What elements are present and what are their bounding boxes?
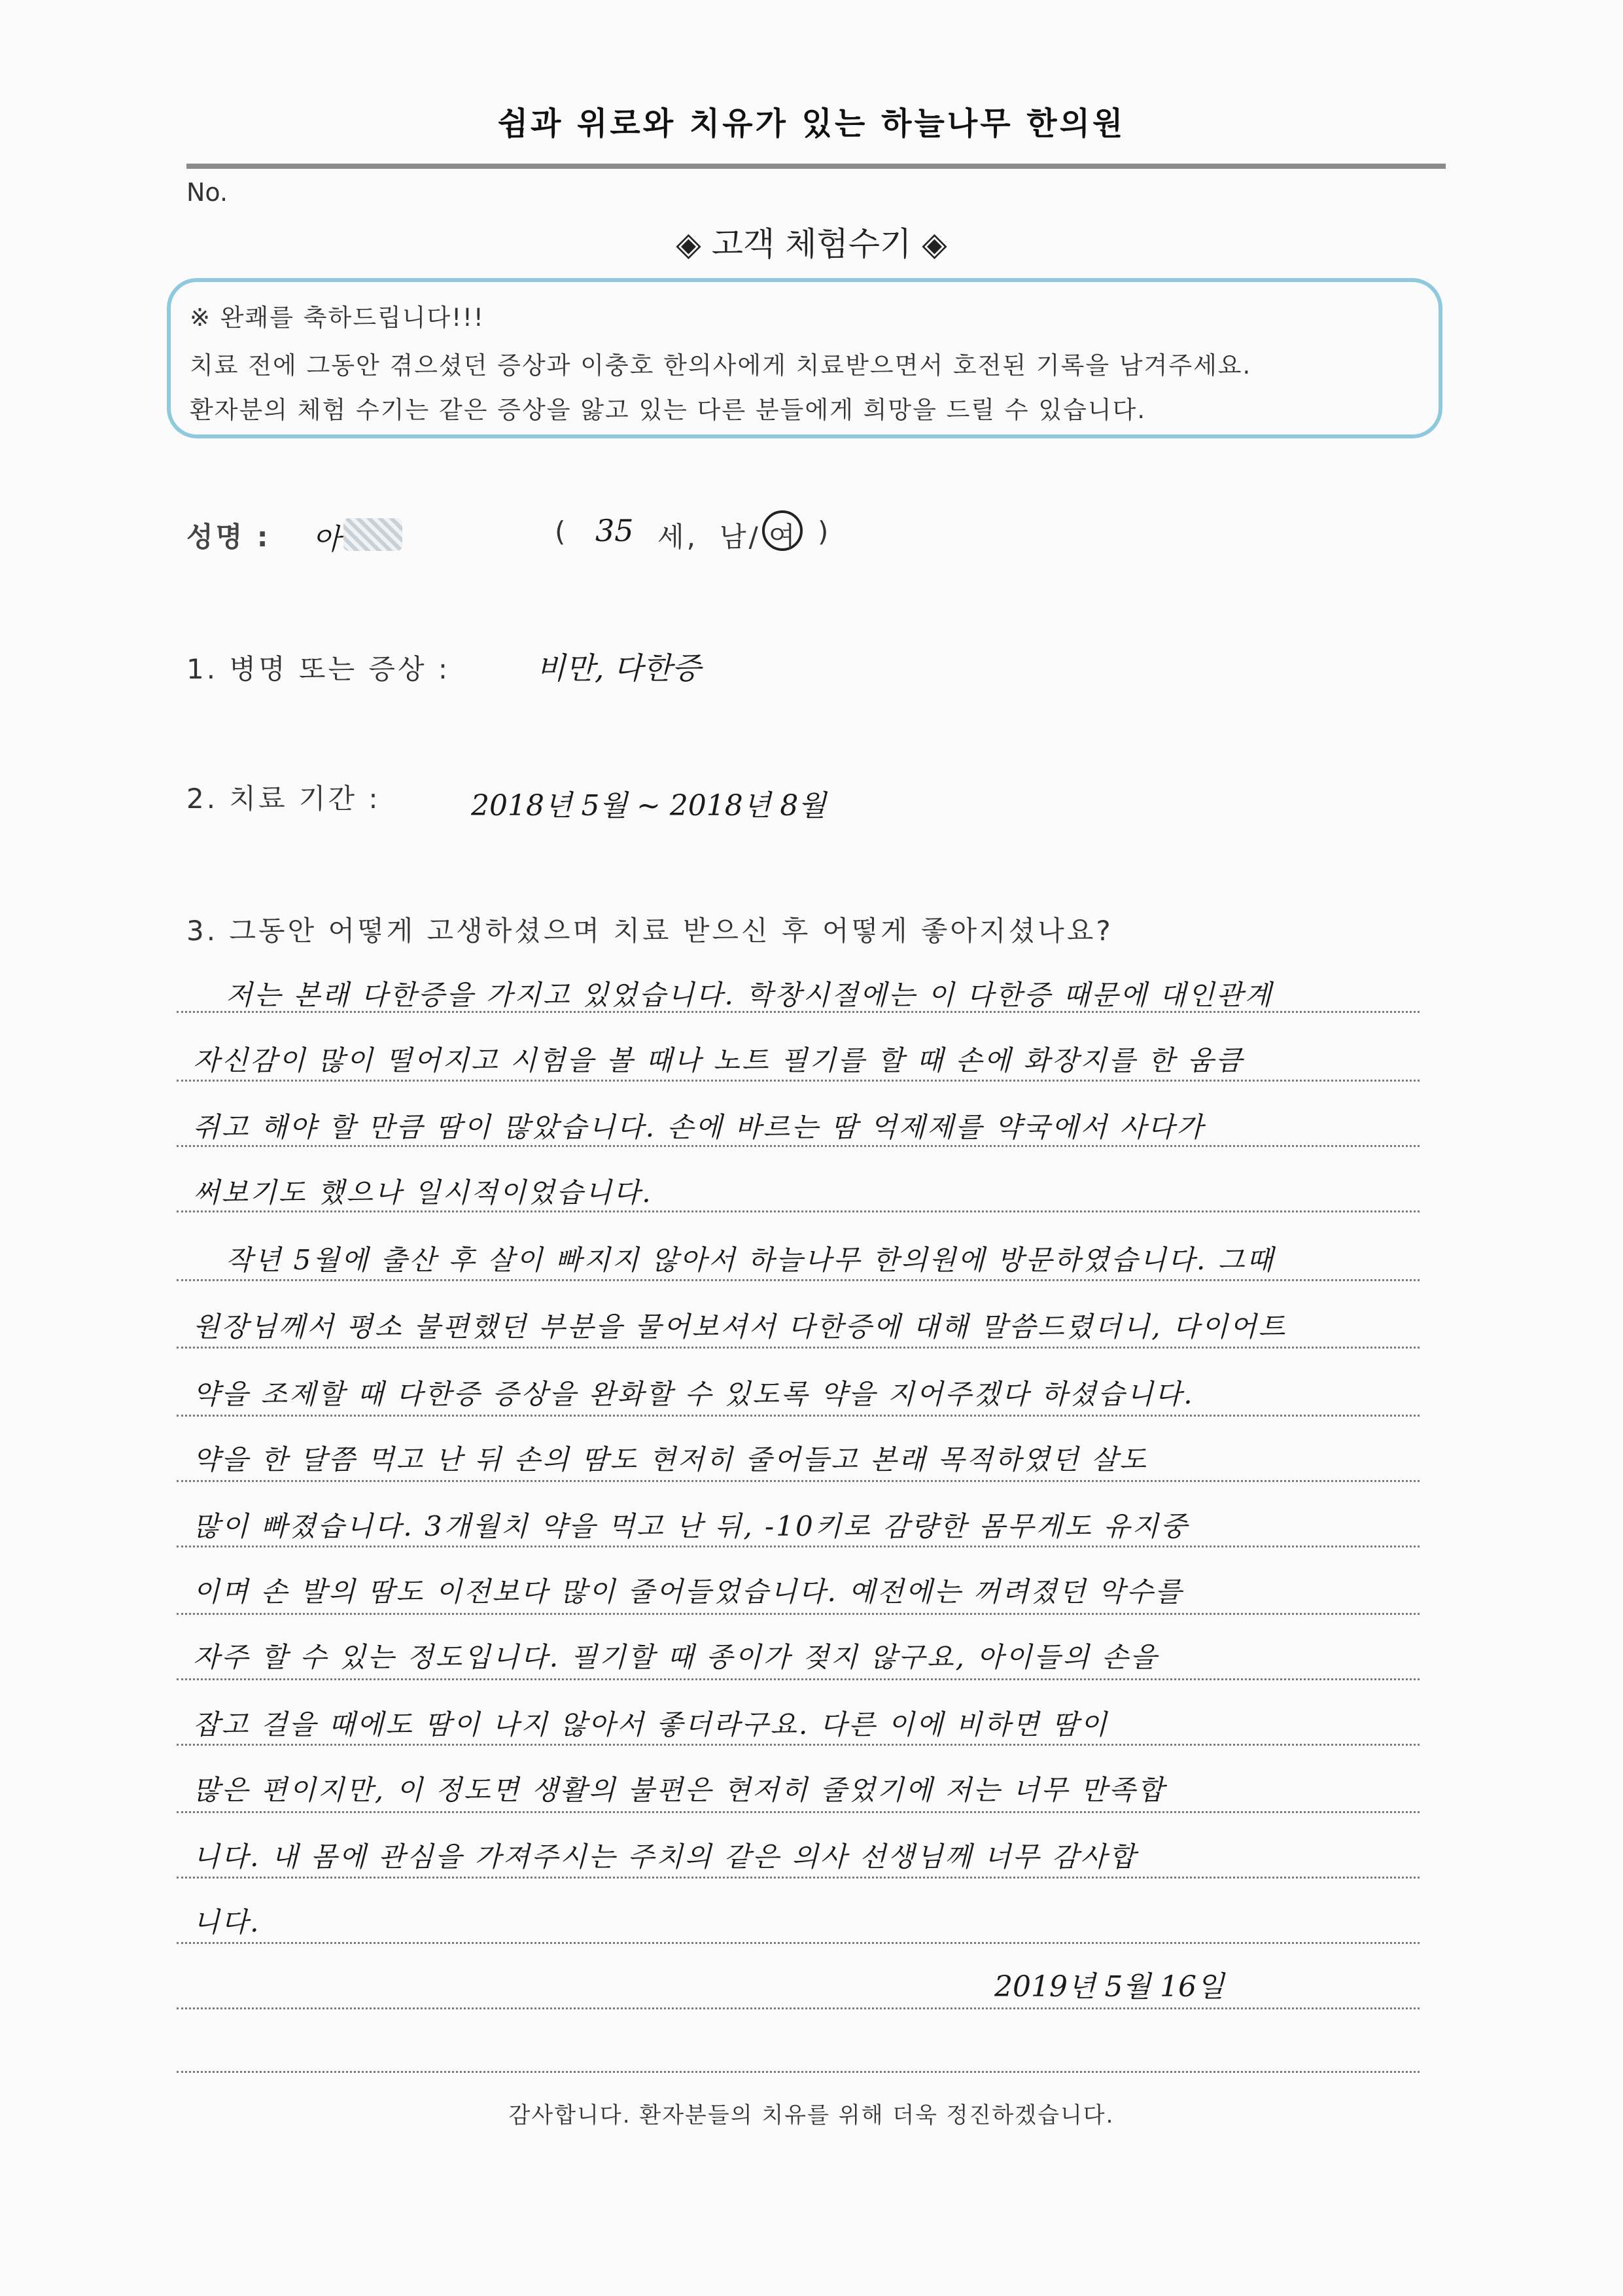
q3-line: 약을 조제할 때 다한증 증상을 완화할 수 있도록 약을 지어주겠다 하셨습니다. bbox=[193, 1378, 1195, 1410]
ruled-line bbox=[177, 1744, 1420, 1746]
notice-line-instruction: 치료 전에 그동안 겪으셨던 증상과 이충호 한의사에게 치료받으면서 호전된 기록을 남겨주세요. bbox=[190, 351, 1252, 380]
q3-line: 써보기도 했으나 일시적이었습니다. bbox=[193, 1176, 653, 1209]
q3-line: 이며 손 발의 땀도 이전보다 많이 줄어들었습니다. 예전에는 꺼려졌던 악수를 bbox=[193, 1576, 1184, 1608]
age-unit: 세, bbox=[657, 521, 698, 553]
q3-line: 쥐고 해야 할 만큼 땀이 많았습니다. 손에 바르는 땀 억제제를 약국에서 사다가 bbox=[193, 1111, 1205, 1143]
name-value: 아 bbox=[313, 523, 341, 556]
header-divider bbox=[186, 164, 1446, 169]
q3-line: 약을 한 달쯤 먹고 난 뒤 손의 땀도 현저히 줄어들고 본래 목적하였던 살도 bbox=[193, 1443, 1148, 1475]
q3-label: 3. 그동안 어떻게 고생하셨으며 치료 받으신 후 어떻게 좋아지셨나요? bbox=[186, 915, 1113, 947]
testimonial-date: 2019년 5월 16일 bbox=[994, 1970, 1225, 2004]
q3-line: 원장님께서 평소 불편했던 부분을 물어보셔서 다한증에 대해 말씀드렸더니, 다이어트 bbox=[193, 1311, 1287, 1343]
clinic-name: 쉼과 위로와 치유가 있는 하늘나무 한의원 bbox=[497, 105, 1126, 142]
q3-line: 니다. bbox=[193, 1906, 261, 1938]
q3-line: 니다. 내 몸에 관심을 가져주시는 주치의 같은 의사 선생님께 너무 감사합 bbox=[193, 1841, 1138, 1873]
ruled-line bbox=[177, 2071, 1420, 2073]
q3-line: 자주 할 수 있는 정도입니다. 필기할 때 종이가 젖지 않구요, 아이들의 손을 bbox=[193, 1641, 1159, 1673]
age-open-paren: ( bbox=[555, 516, 568, 548]
footer-thanks: 감사합니다. 환자분들의 치유를 위해 더욱 정진하겠습니다. bbox=[508, 2102, 1115, 2128]
q2-answer: 2018년 5월 ~ 2018년 8월 bbox=[471, 789, 826, 822]
q3-line: 저는 본래 다한증을 가지고 있었습니다. 학창시절에는 이 다한증 때문에 대인관계 bbox=[226, 979, 1274, 1011]
q3-line: 자신감이 많이 떨어지고 시험을 볼 때나 노트 필기를 할 때 손에 화장지를 한 움큼 bbox=[193, 1044, 1244, 1076]
ruled-line bbox=[177, 1347, 1420, 1349]
q3-line: 잡고 걸을 때에도 땀이 나지 않아서 좋더라구요. 다른 이에 비하면 땀이 bbox=[193, 1708, 1109, 1740]
q1-label: 1. 병명 또는 증상 : bbox=[186, 653, 451, 685]
ruled-line bbox=[177, 1279, 1420, 1281]
ruled-line bbox=[177, 1613, 1420, 1615]
age-value: 35 bbox=[595, 513, 634, 548]
ruled-line bbox=[177, 1545, 1420, 1547]
gender-male-option: 남/ bbox=[720, 521, 761, 553]
ruled-line bbox=[177, 1678, 1420, 1680]
ruled-line bbox=[177, 1811, 1420, 1813]
gender-female-option: 여 bbox=[769, 521, 798, 553]
ruled-line bbox=[177, 1145, 1420, 1147]
q3-line: 많이 빠졌습니다. 3개월치 약을 먹고 난 뒤, -10키로 감량한 몸무게도 유지중 bbox=[193, 1510, 1189, 1542]
form-title: ◈ 고객 체험수기 ◈ bbox=[676, 225, 947, 263]
ruled-line bbox=[177, 1080, 1420, 1082]
ruled-line bbox=[177, 2007, 1420, 2009]
redacted-name-mask bbox=[343, 518, 402, 551]
ruled-line bbox=[177, 1415, 1420, 1417]
document-number-label: No. bbox=[186, 178, 228, 207]
age-close-paren: ) bbox=[818, 516, 831, 548]
ruled-line bbox=[177, 1011, 1420, 1013]
q2-label: 2. 치료 기간 : bbox=[186, 783, 381, 815]
q1-answer: 비만, 다한증 bbox=[536, 650, 701, 686]
name-label: 성명 : bbox=[186, 521, 271, 553]
notice-line-congrats: ※ 완쾌를 축하드립니다!!! bbox=[190, 304, 485, 332]
ruled-line bbox=[177, 1942, 1420, 1944]
ruled-line bbox=[177, 1480, 1420, 1482]
q3-line: 작년 5월에 출산 후 살이 빠지지 않아서 하늘나무 한의원에 방문하였습니다. 그때 bbox=[226, 1244, 1275, 1276]
notice-line-hope: 환자분의 체험 수기는 같은 증상을 앓고 있는 다른 분들에게 희망을 드릴 수 있습니다. bbox=[190, 396, 1147, 424]
ruled-line bbox=[177, 1877, 1420, 1879]
ruled-line bbox=[177, 1210, 1420, 1212]
q3-line: 많은 편이지만, 이 정도면 생활의 불편은 현저히 줄었기에 저는 너무 만족합 bbox=[193, 1774, 1166, 1806]
